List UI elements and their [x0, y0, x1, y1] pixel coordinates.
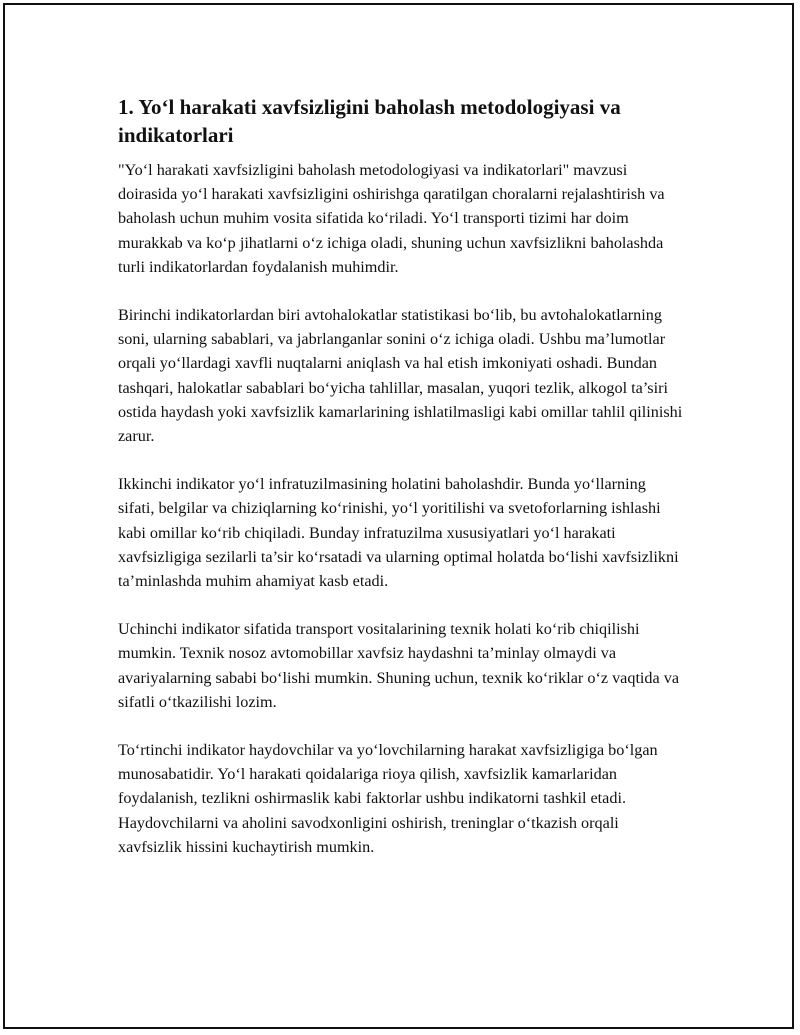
document-body — [118, 93, 686, 883]
paragraph-third-indicator: Uchinchi indikator sifatida transport vositalarining texnik holati ko‘rib chiqilishi mumkin. Texnik nosoz avtomobillar xavfsiz haydashni ta’minlay olmaydi va avariyalarning sababi bo‘lishi mumkin. Shuning uchun, texnik ko‘riklar o‘z vaqtida va sifatli o‘tkazilishi lozim. — [118, 620, 680, 711]
paragraph-first-indicator: Birinchi indikatorlardan biri avtohalokatlar statistikasi bo‘lib, bu avtohalokatlarning soni, ularning sabablari, va jabrlanganlar sonini o‘z ichiga oladi. Ushbu ma’lumotlar orqali yo‘llardagi xavfli nuqtalarni aniqlash va hal etish imkoniyati oshadi. Bundan tashqari, halokatlar sabablari bo‘yicha tahlillar, masalan, yuqori tezlik, alkogol ta’siri ostida haydash yoki xavfsizlik kamarlarining ishlatilmasligi kabi omillar tahlil qilinishi zarur. — [118, 306, 683, 446]
paragraph-second-indicator: Ikkinchi indikator yo‘l infratuzilmasining holatini baholashdir. Bunda yo‘llarning sifati, belgilar va chiziqlarning ko‘rinishi, yo‘l yoritilishi va svetoforlarning ishlashi kabi omillar ko‘rib chiqiladi. Bunday infratuzilma xususiyatlari yo‘l harakati xavfsizligiga sezilarli ta’sir ko‘rsatadi va ularning optimal holatda bo‘lishi xavfsizlikni ta’minlashda muhim ahamiyat kasb etadi. — [118, 475, 679, 591]
page-title: 1. Yo‘l harakati xavfsizligini baholash metodologiyasi va indikatorlari — [118, 95, 621, 147]
paragraph-fourth-indicator: To‘rtinchi indikator haydovchilar va yo‘lovchilarning harakat xavfsizligiga bo‘lgan munosabatidir. Yo‘l harakati qoidalariga rioya qilish, xavfsizlik kamarlaridan foydalanish, tezlikni oshirmaslik kabi faktorlar ushbu indikatorni tashkil etadi. Haydovchilarni va aholini savodxonligini oshirish, treninglar o‘tkazish orqali xavfsizlik hissini kuchaytirish mumkin. — [118, 741, 658, 856]
paragraph-intro: "Yo‘l harakati xavfsizligini baholash metodologiyasi va indikatorlari" mavzusi doirasida yo‘l harakati xavfsizligini oshirishga qaratilgan choralarni rejalashtirish va baholash uchun muhim vosita sifatida ko‘riladi. Yo‘l transporti tizimi har doim murakkab va ko‘p jihatlarni o‘z ichiga oladi, shuning uchun xavfsizlikni baholashda turli indikatorlardan foydalanish muhimdir. — [118, 161, 665, 276]
